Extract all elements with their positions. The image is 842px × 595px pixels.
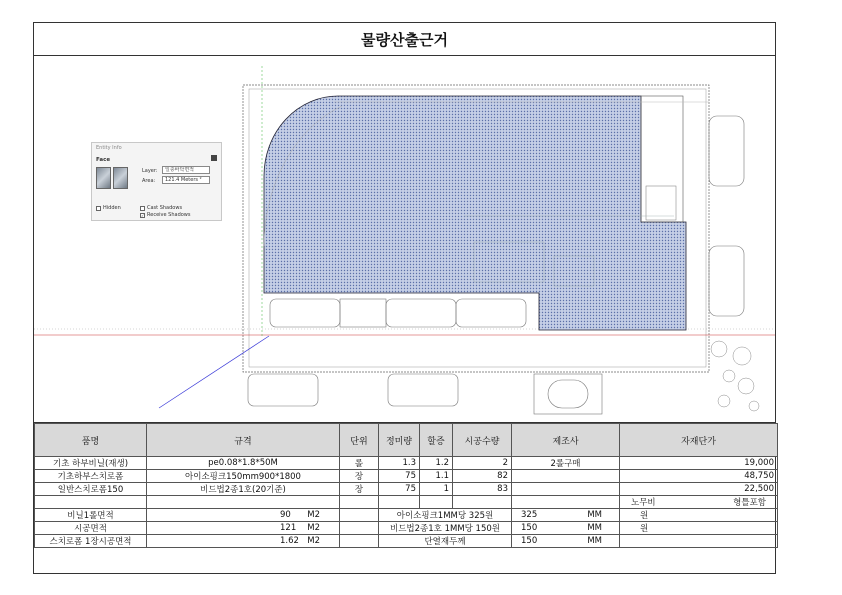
header-net-qty: 정미량 [379, 424, 420, 457]
header-spec: 규격 [147, 424, 340, 457]
note-row: 노무비 형틀포함 [35, 496, 778, 509]
header-surcharge: 할증 [420, 424, 453, 457]
entity-info-header: Entity Info [96, 145, 122, 151]
material-swatch-icon[interactable] [96, 167, 128, 189]
layer-select[interactable]: 일층바닥면적 [162, 166, 210, 174]
entity-type-label: Face [96, 157, 111, 163]
document-sheet [33, 22, 776, 574]
table-row: 기초 하부비닐(재생) pe0.08*1.8*50M 롤 1.3 1.2 2 2롤구매 19,000 [35, 457, 778, 470]
area-value: 121.4 Meters ² [162, 176, 210, 184]
pin-icon[interactable] [211, 155, 217, 161]
cast-shadows-checkbox[interactable]: Cast Shadows [140, 205, 182, 211]
table-row: 기초하부스치로폼 아이소핑크150mm900*1800 장 75 1.1 82 48,750 [35, 470, 778, 483]
layer-label: Layer: [142, 168, 158, 174]
floor-plan-drawing [34, 56, 775, 423]
table-row: 일반스치로폼150 비드법2종1호(20기준) 장 75 1 83 22,500 [35, 483, 778, 496]
table-header-row [35, 424, 778, 457]
header-unit: 단위 [340, 424, 379, 457]
entity-info-panel[interactable] [91, 142, 222, 221]
header-install-qty: 시공수량 [453, 424, 512, 457]
header-material-price: 자재단가 [620, 424, 778, 457]
receive-shadows-checkbox[interactable]: ✓ Receive Shadows [141, 212, 191, 218]
area-label: Area: [142, 178, 156, 184]
area-row: 시공면적 121 M2 비드법2종1호 1MM당 150원 150 MM 원 [35, 522, 778, 535]
title-row [34, 23, 775, 56]
cad-drawing [34, 56, 775, 423]
header-item: 품명 [35, 424, 147, 457]
quantity-table [34, 423, 778, 548]
area-row: 비닐1롤면적 90 M2 아이소핑크1MM당 325원 325 MM 원 [35, 509, 778, 522]
hidden-checkbox[interactable]: Hidden [96, 205, 121, 211]
page-title: 물량산출근거 [361, 30, 448, 49]
header-manufacturer: 제조사 [512, 424, 620, 457]
area-row: 스치로폼 1장시공면적 1.62 M2 단열재두께 150 MM [35, 535, 778, 548]
